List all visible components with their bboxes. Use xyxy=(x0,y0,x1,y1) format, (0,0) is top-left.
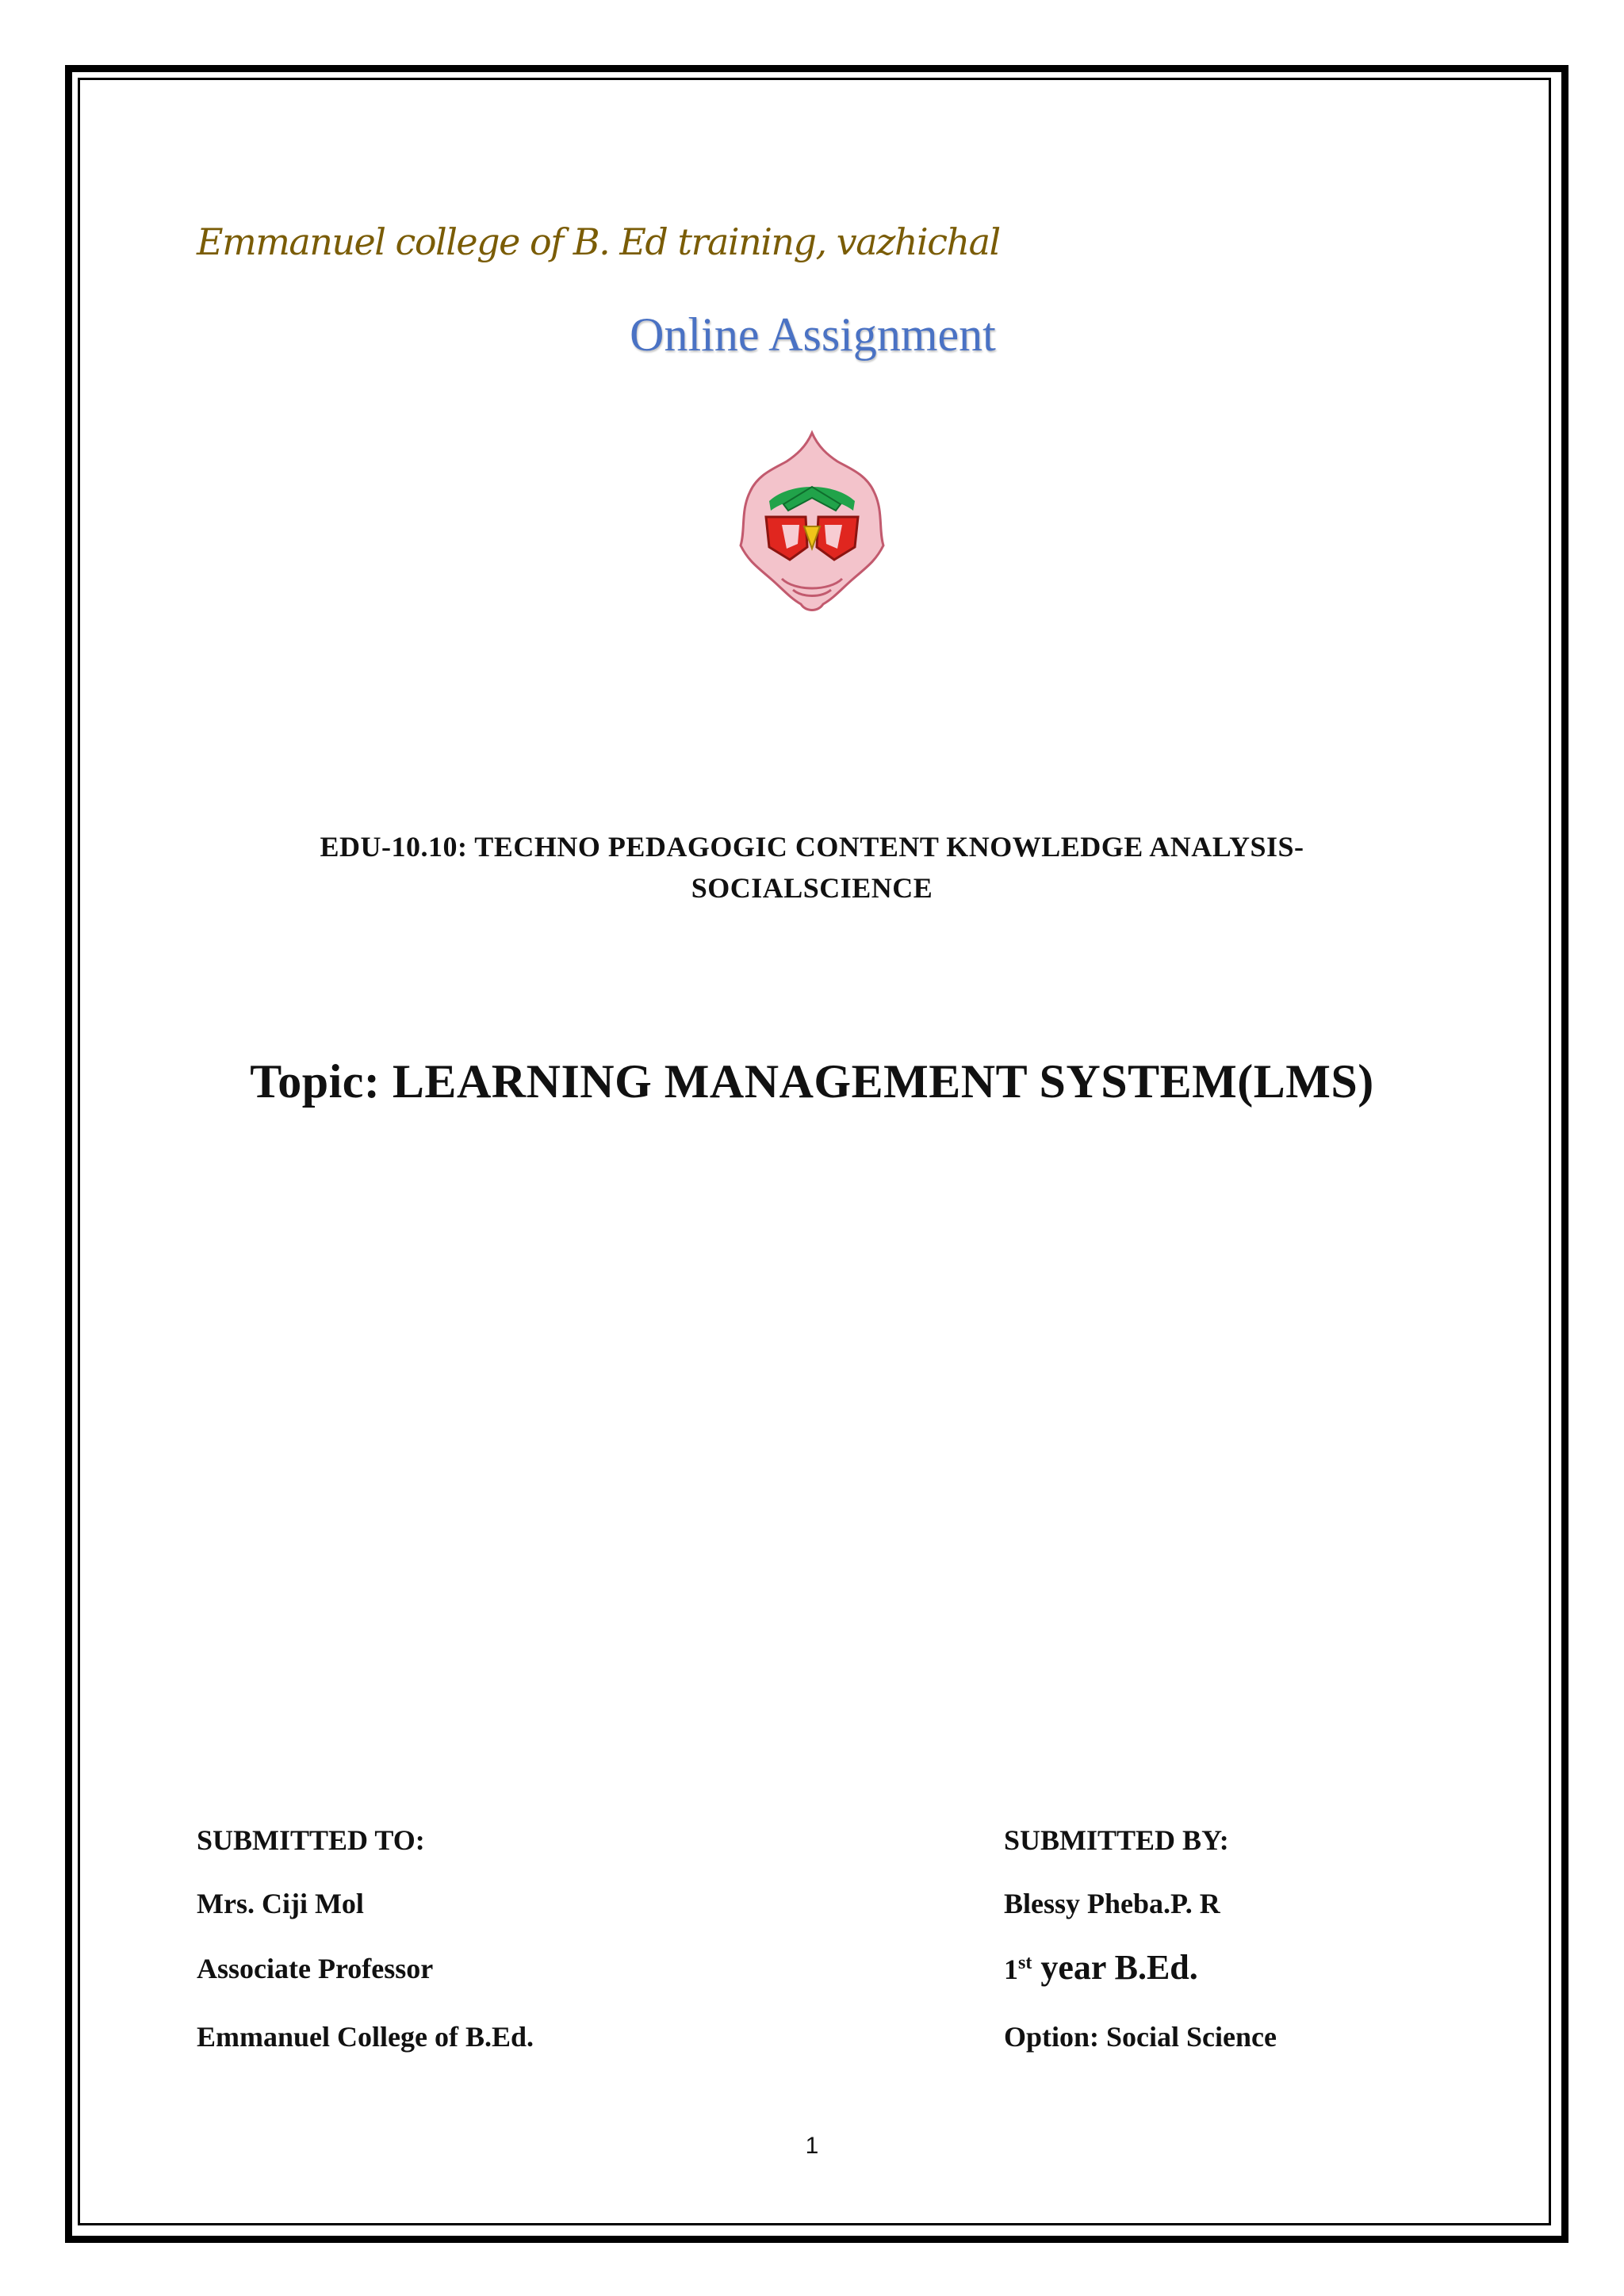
submitted-to-designation: Associate Professor xyxy=(197,1953,434,1984)
submitted-by-option: Option: Social Science xyxy=(1004,2021,1277,2053)
course-title-line-1: EDU-10.10: TECHNO PEDAGOGIC CONTENT KNOWLEDGE ANALYSIS- xyxy=(320,831,1304,863)
course-title xyxy=(0,826,1624,909)
submitted-to-heading: SUBMITTED TO: xyxy=(197,1824,425,1856)
page-number: 1 xyxy=(805,2133,819,2159)
submitted-by-name: Blessy Pheba.P. R xyxy=(1004,1888,1220,1919)
college-name: Emmanuel college of B. Ed training, vazhichal xyxy=(197,220,1000,263)
submitted-to-name: Mrs. Ciji Mol xyxy=(197,1888,364,1919)
year-rest: year B.Ed. xyxy=(1032,1948,1198,1987)
college-emblem-icon xyxy=(734,428,890,618)
submitted-to-institution: Emmanuel College of B.Ed. xyxy=(197,2021,534,2053)
year-number: 1 xyxy=(1004,1954,1018,1985)
submitted-by-year xyxy=(1004,1947,1198,1988)
submitted-by-heading: SUBMITTED BY: xyxy=(1004,1824,1229,1856)
assignment-type-heading: Online Assignment xyxy=(630,308,996,361)
year-suffix: st xyxy=(1018,1953,1032,1973)
topic-heading: Topic: LEARNING MANAGEMENT SYSTEM(LMS) xyxy=(250,1055,1374,1108)
course-title-line-2: SOCIALSCIENCE xyxy=(691,872,933,904)
